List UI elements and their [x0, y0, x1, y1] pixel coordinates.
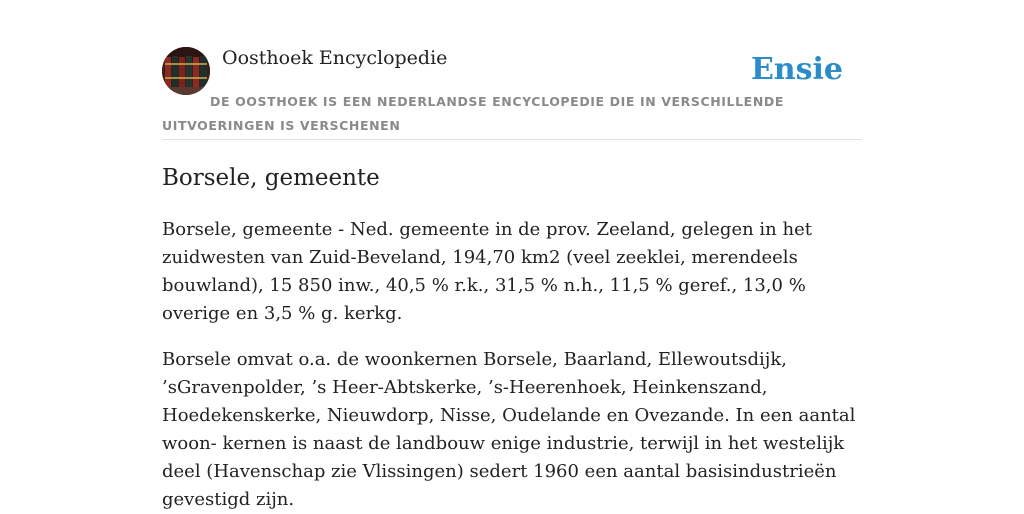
article-paragraph: Borsele, gemeente - Ned. gemeente in de prov. Zeeland, gelegen in het zuidwesten van Zuid-Beveland, 194,70 km2 (veel zeeklei, merendeels bouwland), 15 850 inw., 40,5 % r.k., 31,5 % n.h., 11,5 % geref., 13,0 % overige en 3,5 % g. kerkg. — [162, 219, 812, 324]
site-title[interactable]: Oosthoek Encyclopedie — [222, 47, 448, 69]
site-tagline: DE OOSTHOEK IS EEN NEDERLANDSE ENCYCLOPEDIE DIE IN VERSCHILLENDE UITVOERINGEN IS VERSCHENEN — [162, 94, 784, 133]
encyclopedia-books-icon[interactable] — [162, 47, 210, 95]
page — [162, 0, 862, 512]
brand-logo[interactable]: Ensie — [750, 52, 843, 87]
header-divider — [162, 139, 862, 140]
article-title: Borsele, gemeente — [162, 165, 380, 191]
avatar-image — [162, 47, 210, 95]
article-paragraph: Borsele omvat o.a. de woonkernen Borsele, Baarland, Ellewoutsdijk, ’sGravenpolder, ’s Heer-Abtskerke, ’s-Heerenhoek, Heinkenszand, Hoedekenskerke, Nieuwdorp, Nisse, Oudelande en Ovezande. In een aantal woon- kernen is naast de landbouw enige industrie, terwijl in het westelijk deel (Havenschap zie Vlissingen) sedert 1960 een aantal basisindustrieën gevestigd zijn. — [162, 349, 856, 510]
